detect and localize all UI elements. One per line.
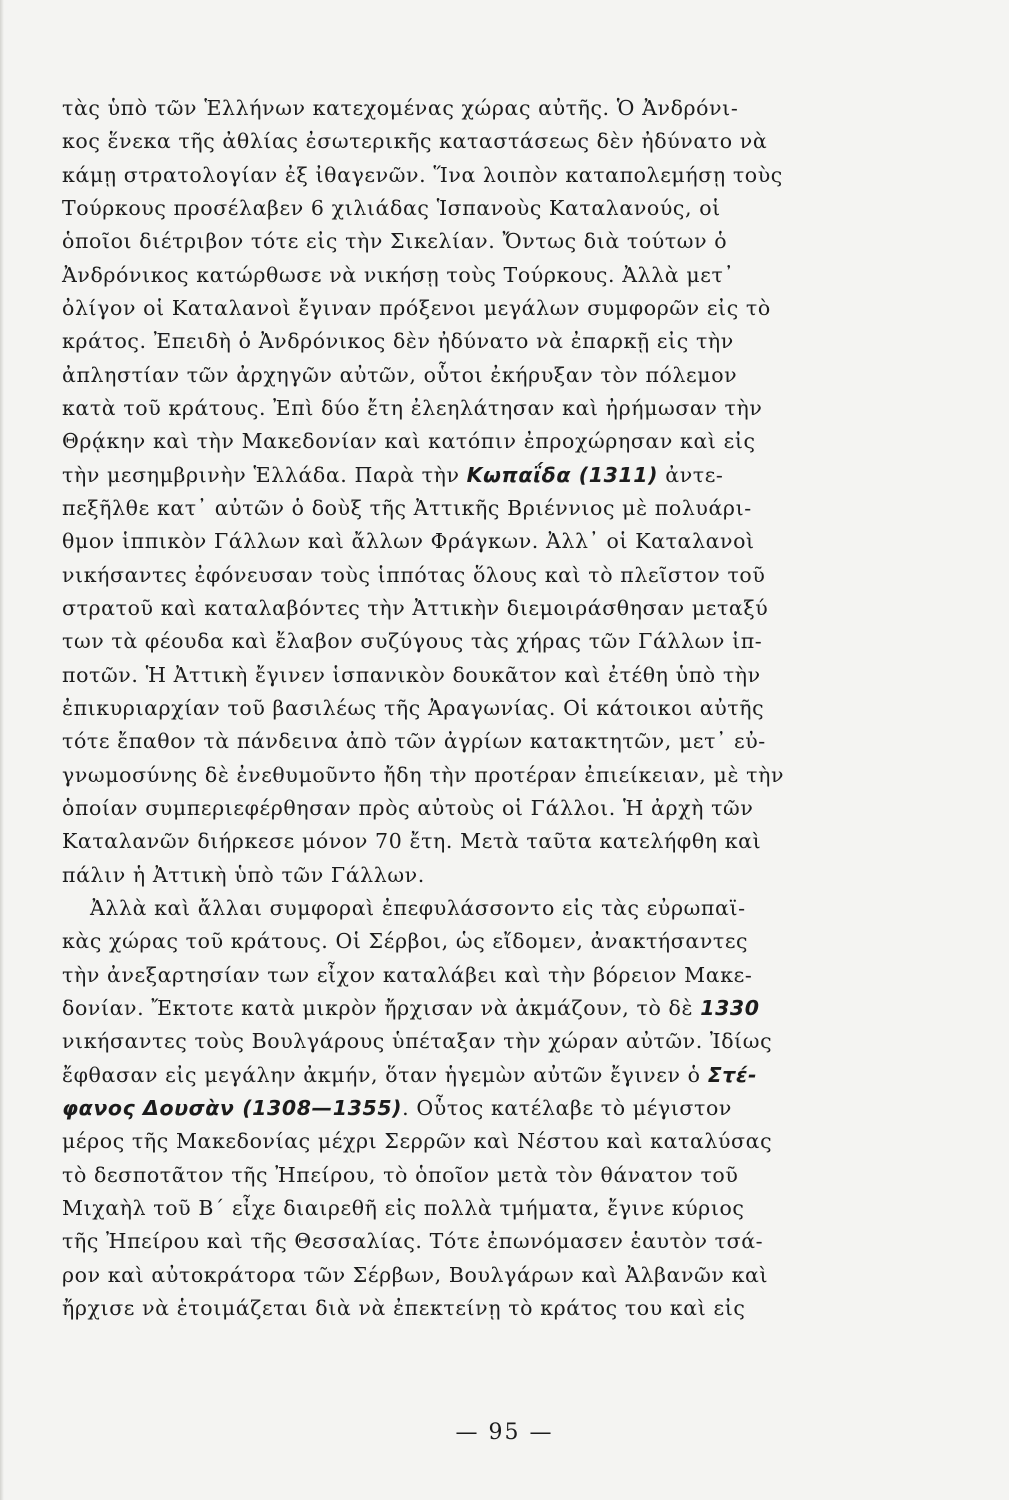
text-segment: δονίαν. Ἔκτοτε κατὰ μικρὸν ἤρχισαν νὰ ἀκμάζουν, τὸ δὲ (62, 996, 701, 1020)
text-line: τὸ δεσποτᾶτον τῆς Ἠπείρου, τὸ ὁποῖον μετὰ τὸν θάνατον τοῦ (62, 1163, 739, 1187)
text-line (62, 459, 849, 491)
text-line: νικήσαντες τοὺς Βουλγάρους ὑπέταξαν τὴν χώραν αὐτῶν. Ἰδίως (62, 1029, 773, 1053)
text-line: Μιχαὴλ τοῦ Β΄ εἶχε διαιρεθῆ εἰς πολλὰ τμήματα, ἔγινε κύριος (62, 1196, 745, 1220)
text-line: Θρᾴκην καὶ τὴν Μακεδονίαν καὶ κατόπιν ἐπροχώρησαν καὶ εἰς (62, 429, 756, 453)
text-line (62, 992, 849, 1024)
text-line: ὀλίγον οἱ Καταλανοὶ ἔγιναν πρόξενοι μεγάλων συμφορῶν εἰς τὸ (62, 296, 771, 320)
text-line: Ἀλλὰ καὶ ἄλλαι συμφοραὶ ἐπεφυλάσσοντο εἰς τὰς εὐρωπαϊ- (90, 896, 746, 920)
text-line: πεξῆλθε κατ᾽ αὐτῶν ὁ δοὺξ τῆς Ἀττικῆς Βριέννιος μὲ πολυάρι- (62, 496, 752, 520)
text-line: τῆς Ἠπείρου καὶ τῆς Θεσσαλίας. Τότε ἐπωνόμασεν ἑαυτὸν τσά- (62, 1229, 764, 1253)
text-line (62, 1059, 849, 1091)
text-segment: ἔφθασαν εἰς μεγάλην ἀκμήν, ὅταν ἡγεμὼν αὐτῶν ἔγινεν ὁ (62, 1063, 708, 1087)
text-segment: ἀντε- (658, 463, 724, 487)
text-line (62, 1092, 849, 1124)
text-line: Ἀνδρόνικος κατώρθωσε νὰ νικήσῃ τοὺς Τούρκους. Ἀλλὰ μετ᾽ (62, 263, 735, 287)
text-line: κος ἕνεκα τῆς ἀθλίας ἐσωτερικῆς καταστάσεως δὲν ἠδύνατο νὰ (62, 129, 768, 153)
text-segment: . Οὗτος κατέλαβε τὸ μέγιστον (402, 1096, 732, 1120)
page-edge-shadow (0, 0, 4, 1500)
text-line: ἐπικυριαρχίαν τοῦ βασιλέως τῆς Ἀραγωνίας. Οἱ κάτοικοι αὐτῆς (62, 696, 765, 720)
text-line: των τὰ φέουδα καὶ ἔλαβον συζύγους τὰς χήρας τῶν Γάλλων ἱπ- (62, 629, 763, 653)
text-line: ρον καὶ αὐτοκράτορα τῶν Σέρβων, Βουλγάρων καὶ Ἀλβανῶν καὶ (62, 1263, 769, 1287)
text-line: ὁποῖοι διέτριβον τότε εἰς τὴν Σικελίαν. Ὄντως διὰ τούτων ὁ (62, 229, 728, 253)
text-line: μέρος τῆς Μακεδονίας μέχρι Σερρῶν καὶ Νέστου καὶ καταλύσας (62, 1129, 773, 1153)
text-line: κράτος. Ἐπειδὴ ὁ Ἀνδρόνικος δὲν ἠδύνατο νὰ ἐπαρκῇ εἰς τὴν (62, 329, 734, 353)
text-line: στρατοῦ καὶ καταλαβόντες τὴν Ἀττικὴν διεμοιράσθησαν μεταξύ (62, 596, 769, 620)
text-line: ἀπληστίαν τῶν ἀρχηγῶν αὐτῶν, οὗτοι ἐκήρυξαν τὸν πόλεμον (62, 363, 738, 387)
text-line: τὰς ὑπὸ τῶν Ἑλλήνων κατεχομένας χώρας αὐτῆς. Ὁ Ἀνδρόνι- (62, 96, 739, 120)
emphasis-year-1330: 1330 (700, 996, 760, 1020)
text-line: κὰς χώρας τοῦ κράτους. Οἱ Σέρβοι, ὡς εἴδομεν, ἀνακτήσαντες (62, 929, 749, 953)
page-number: — 95 — (455, 1420, 554, 1445)
text-line: Καταλανῶν διήρκεσε μόνον 70 ἔτη. Μετὰ ταῦτα κατελήφθη καὶ (62, 829, 762, 853)
text-line: θμον ἱππικὸν Γάλλων καὶ ἄλλων Φράγκων. Ἀλλ᾽ οἱ Καταλανοὶ (62, 529, 755, 553)
text-segment: τὴν μεσημβρινὴν Ἑλλάδα. Παρὰ τὴν (62, 463, 467, 487)
text-line: Τούρκους προσέλαβεν 6 χιλιάδας Ἱσπανοὺς Καταλανούς, οἱ (62, 196, 721, 220)
text-line: τὴν ἀνεξαρτησίαν των εἶχον καταλάβει καὶ τὴν βόρειον Μακε- (62, 963, 753, 987)
text-line: τότε ἔπαθον τὰ πάνδεινα ἀπὸ τῶν ἀγρίων κατακτητῶν, μετ᾽ εὐ- (62, 729, 766, 753)
text-line: κάμῃ στρατολογίαν ἐξ ἰθαγενῶν. Ἵνα λοιπὸν καταπολεμήσῃ τοὺς (62, 163, 783, 187)
text-line: ὁποίαν συμπεριεφέρθησαν πρὸς αὐτοὺς οἱ Γάλλοι. Ἡ ἀρχὴ τῶν (62, 796, 754, 820)
text-line: πάλιν ἡ Ἀττικὴ ὑπὸ τῶν Γάλλων. (62, 863, 425, 887)
text-line: νικήσαντες ἐφόνευσαν τοὺς ἱππότας ὅλους καὶ τὸ πλεῖστον τοῦ (62, 563, 766, 587)
text-line: ποτῶν. Ἡ Ἀττικὴ ἔγινεν ἱσπανικὸν δουκᾶτον καὶ ἐτέθη ὑπὸ τὴν (62, 663, 761, 687)
emphasis-stefanos-start: Στέ- (707, 1063, 758, 1087)
emphasis-stefanos-dousan: φανος Δουσὰν (1308—1355) (62, 1096, 403, 1120)
text-line: ἤρχισε νὰ ἑτοιμάζεται διὰ νὰ ἐπεκτείνῃ τὸ κράτος του καὶ εἰς (62, 1296, 746, 1320)
emphasis-kopaida: Κωπαΐδα (1311) (466, 463, 659, 487)
text-line: γνωμοσύνης δὲ ἐνεθυμοῦντο ἤδη τὴν προτέραν ἐπιείκειαν, μὲ τὴν (62, 763, 785, 787)
text-line: κατὰ τοῦ κράτους. Ἐπὶ δύο ἔτη ἐλεηλάτησαν καὶ ἠρήμωσαν τὴν (62, 396, 763, 420)
